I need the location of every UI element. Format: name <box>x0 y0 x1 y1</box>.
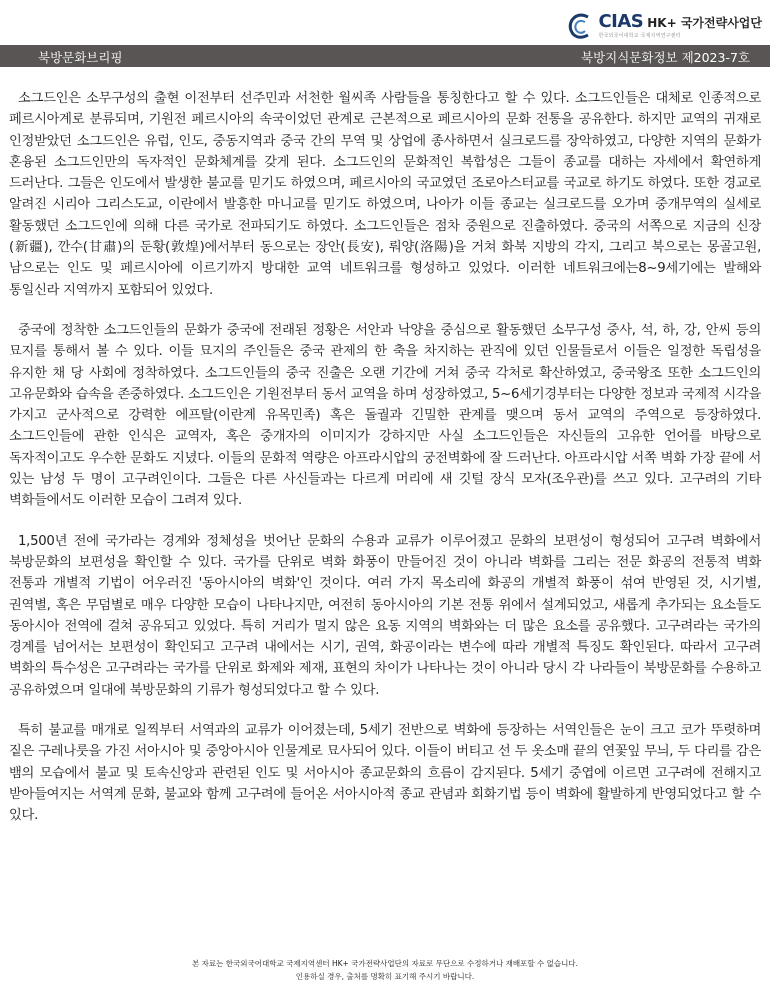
logo-title: HK+ 국가전략사업단 <box>647 16 762 30</box>
footer-line-1: 본 자료는 한국외국어대학교 국제지역센터 HK+ 국가전략사업단의 자료로 무단으로 수정하거나 재배포할 수 없습니다. <box>192 959 578 968</box>
logo-subtitle: 한국외국어대학교 국제지역연구센터 <box>598 33 681 39</box>
header-bar-issue-label: 북방지식문화정보 제2023-7호 <box>581 50 750 65</box>
footer-line-2: 인용하실 경우, 출처를 명확히 표기해 주시기 바랍니다. <box>295 972 475 981</box>
paragraph-2: 중국에 정착한 소그드인들의 문화가 중국에 전래된 정황은 서안과 낙양을 중심으로 활동했던 소무구성 중사, 석, 하, 강, 안씨 등의 묘지를 통해서 볼 수 있다. 이들 묘지의 주인들은 중국 관제의 한 축을 차지하는 관직에 있던 인물들로서 이들은 일정한 독립성을 유지한 채 당 사회에 정착하였다. 소그드인들의 중국 진출은 오랜 기간에 거쳐 중국 각처로 확산하였고, 중국왕조 또한 소그드인의 고유문화와 습속을 존중하였다. 소그드인은 기원전부터 동서 교역을 하며 성장하였고, 5~6세기경부터는 다양한 정보과 국제적 시각을 가지고 군사적으로 강력한 에프탈(이란계 유목민족) 혹은 돌궐과 긴밀한 관계를 맺으며 동서 교역의 주역으로 등장하였다. 소그드인들에 관한 인식은 교역자, 혹은 중개자의 이미지가 강하지만 사실 소그드인들은 자신들의 고유한 언어를 바탕으로 독자적이고도 우수한 문화도 지녔다. 이들의 문화적 역량은 아프라시압의 궁전벽화에 잘 드러난다. 아프라시압 서쪽 벽화 가장 끝에 서 있는 남성 두 명이 고구려인이다. 그들은 다른 사신들과는 다르게 머리에 새 깃털 장식 모자(조우관)를 쓰고 있다. 고구려의 기타 벽화들에서도 이러한 모습이 그려져 있다. <box>9 322 761 509</box>
logo-cias-text: CIAS <box>598 11 644 32</box>
paragraph-1: 소그드인은 소무구성의 출현 이전부터 선주민과 서천한 월씨족 사람들을 통칭한다고 할 수 있다. 소그드인들은 대체로 인종적으로 페르시아계로 분류되며, 기원전 페르시아의 속국이었던 관계로 근본적으로 페르시아의 문화 전통을 공유한다. 하지만 교역의 귀재로 인정받았던 소그드인은 유럽, 인도, 중동지역과 중국 간의 무역 및 상업에 종사하면서 실크로드를 장악하였고, 다양한 지역의 문화가 혼융된 소그드인만의 독자적인 문화체계를 갖게 된다. 소그드인의 문화적인 복합성은 그들이 종교를 대하는 자세에서 확연하게 드러난다. 그들은 인도에서 발생한 불교를 믿기도 하였으며, 페르시아의 국교였던 조로아스터교를 국교로 하기도 하였다. 또한 경교로 알려진 시리아 그리스도교, 이란에서 발흥한 마니교를 믿기도 하였으며, 나아가 이들 종교는 실크로드를 오가며 중개무역의 실세로 활동했던 소그드인에 의해 다른 국가로 전파되기도 하였다. 소그드인들은 점차 중원으로 진출하였다. 중국의 서쪽으로 지금의 신장(新疆), 깐수(甘肅)의 둔황(敦煌)에서부터 동으로는 장안(長安), 뤄양(洛陽)을 거쳐 화북 지방의 각지, 그리고 북으로는 몽골고원, 남으로는 인도 및 페르시아에 이르기까지 방대한 교역 네트워크를 형성하고 있었다. 이러한 네트워크에는8~9세기에는 발해와 통일신라 지역까지 포함되어 있었다. <box>9 91 761 298</box>
paragraph-3: 1,500년 전에 국가라는 경계와 정체성을 벗어난 문화의 수용과 교류가 이루어졌고 문화의 보편성이 형성되어 고구려 벽화에서 북방문화의 보편성을 확인할 수 있다. 국가를 단위로 벽화 화풍이 만들어진 것이 아니라 벽화를 그리는 전문 화공의 전통적 벽화 전통과 개별적 기법이 어우러진 '동아시아의 벽화'인 것이다. 여러 가지 목소리에 화공의 개별적 화풍이 섞여 반영된 것, 시기별, 권역별, 혹은 무덤별로 매우 다양한 모습이 나타나지만, 여전히 동아시아의 기본 전통 위에서 설계되었고, 새롭게 추가되는 요소들도 동아시아 전역에 걸쳐 공유되고 있었다. 특히 거리가 멀지 않은 요동 지역의 벽화와는 더 많은 요소를 공유했다. 고구려라는 국가의 경계를 넘어서는 보편성이 확인되고 고구려 내에서는 시기, 권역, 화공이라는 변수에 따라 개별적 특징도 확인된다. 따라서 고구려 벽화의 특수성은 고구려라는 국가를 단위로 화제와 제재, 표현의 차이가 나타나는 것이 아니라 당시 각 나라들이 북방문화를 수용하고 공유하였으며 일대에 북방문화의 기류가 형성되었다고 할 수 있다. <box>9 533 761 698</box>
header-bar <box>0 45 770 67</box>
footer-notice <box>0 957 770 983</box>
logo <box>568 8 762 44</box>
paragraph-4: 특히 불교를 매개로 일찍부터 서역과의 교류가 이어졌는데, 5세기 전반으로 벽화에 등장하는 서역인들은 눈이 크고 코가 뚜렷하며 짙은 구레나룻을 가진 서아시아 및 중앙아시아 인물계로 묘사되어 있다. 이들이 버티고 선 두 옷소매 끝의 연꽃잎 무늬, 두 다리를 감은 뱀의 모습에서 불교 및 토속신앙과 관련된 인도 및 서아시아 종교문화의 흐름이 감지된다. 5세기 중엽에 이르면 고구려에 전해지고 받아들여지는 서역계 문화, 불교와 함께 고구려에 들어온 서아시아적 종교 관념과 회화기법 등이 벽화에 활발하게 반영되었다고 할 수 있다. <box>9 723 761 824</box>
cias-logo-icon <box>568 12 592 40</box>
article-body <box>9 88 761 846</box>
header-bar-left-label: 북방문화브리핑 <box>38 50 123 65</box>
